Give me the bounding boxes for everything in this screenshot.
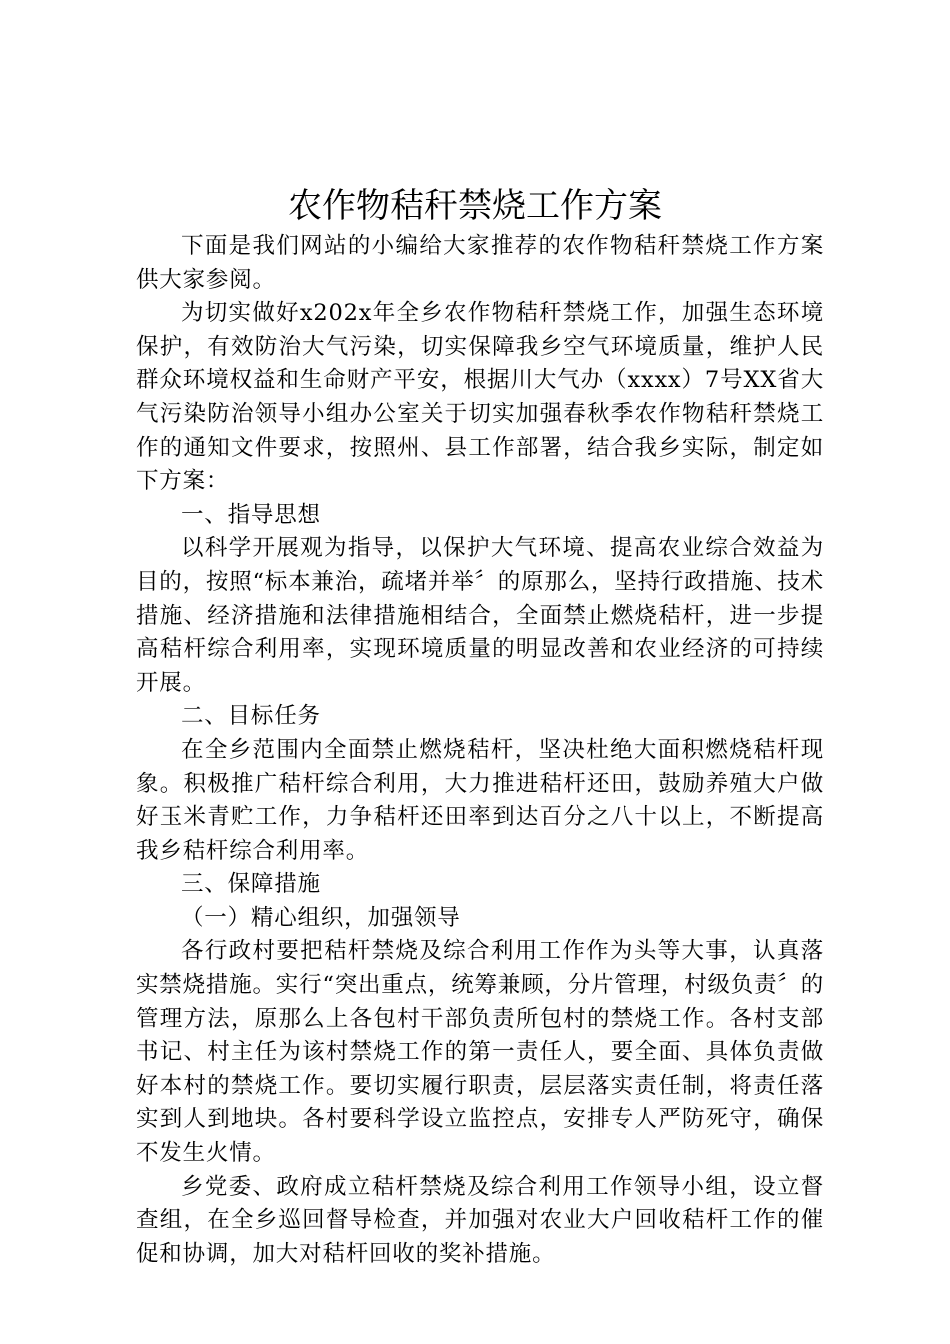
subheading-organization: （一）精心组织，加强领导 [181,904,461,931]
paragraph-organization: 各行政村要把秸杆禁烧及综合利用工作作为头等大事，认真落实禁烧措施。实行“突出重点，统筹兼顾，分片管理，村级负责〞的管理方法，原那么上各包村干部负责所包村的禁烧工作。各村支部书记、村主任为该村禁烧工作的第一责任人，要全面、具体负责做好本村的禁烧工作。要切实履行职责，层层落实责任制，将责任落实到人到地块。各村要科学设立监控点，安排专人严防死守，确保不发生火情。 [136,938,825,1167]
paragraph-background: 为切实做好x202x年全乡农作物秸秆禁烧工作，加强生态环境保护，有效防治大气污染，切实保障我乡空气环境质量，维护人民群众环境权益和生命财产平安，根据川大气办（xxxx）7号XX省大气污染防治领导小组办公室关于切实加强春秋季农作物秸秆禁烧工作的通知文件要求，按照州、县工作部署，结合我乡实际，制定如下方案： [136,300,824,495]
paragraph-intro: 下面是我们网站的小编给大家推荐的农作物秸秆禁烧工作方案供大家参阅。 [136,233,824,293]
heading-guiding-ideology: 一、指导思想 [181,501,321,528]
paragraph-guiding-ideology: 以科学开展观为指导，以保护大气环境、提高农业综合效益为目的，按照“标本兼治，疏堵并举〞的原那么，坚持行政措施、技术措施、经济措施和法律措施相结合，全面禁止燃烧秸杆，进一步提高秸杆综合利用率，实现环境质量的明显改善和农业经济的可持续开展。 [136,535,825,696]
heading-safeguards: 三、保障措施 [181,871,321,898]
document-body [136,230,824,1271]
document-title: 农作物秸秆禁烧工作方案 [288,186,662,226]
paragraph-objectives: 在全乡范围内全面禁止燃烧秸杆，坚决杜绝大面积燃烧秸杆现象。积极推广秸杆综合利用，大力推进秸杆还田，鼓励养殖大户做好玉米青贮工作，力争秸杆还田率到达百分之八十以上，不断提高我乡秸杆综合利用率。 [136,736,824,864]
paragraph-leadership-group: 乡党委、政府成立秸杆禁烧及综合利用工作领导小组，设立督查组，在全乡巡回督导检查，并加强对农业大户回收秸杆工作的催促和协调，加大对秸杆回收的奖补措施。 [136,1173,824,1267]
heading-objectives: 二、目标任务 [181,703,321,730]
